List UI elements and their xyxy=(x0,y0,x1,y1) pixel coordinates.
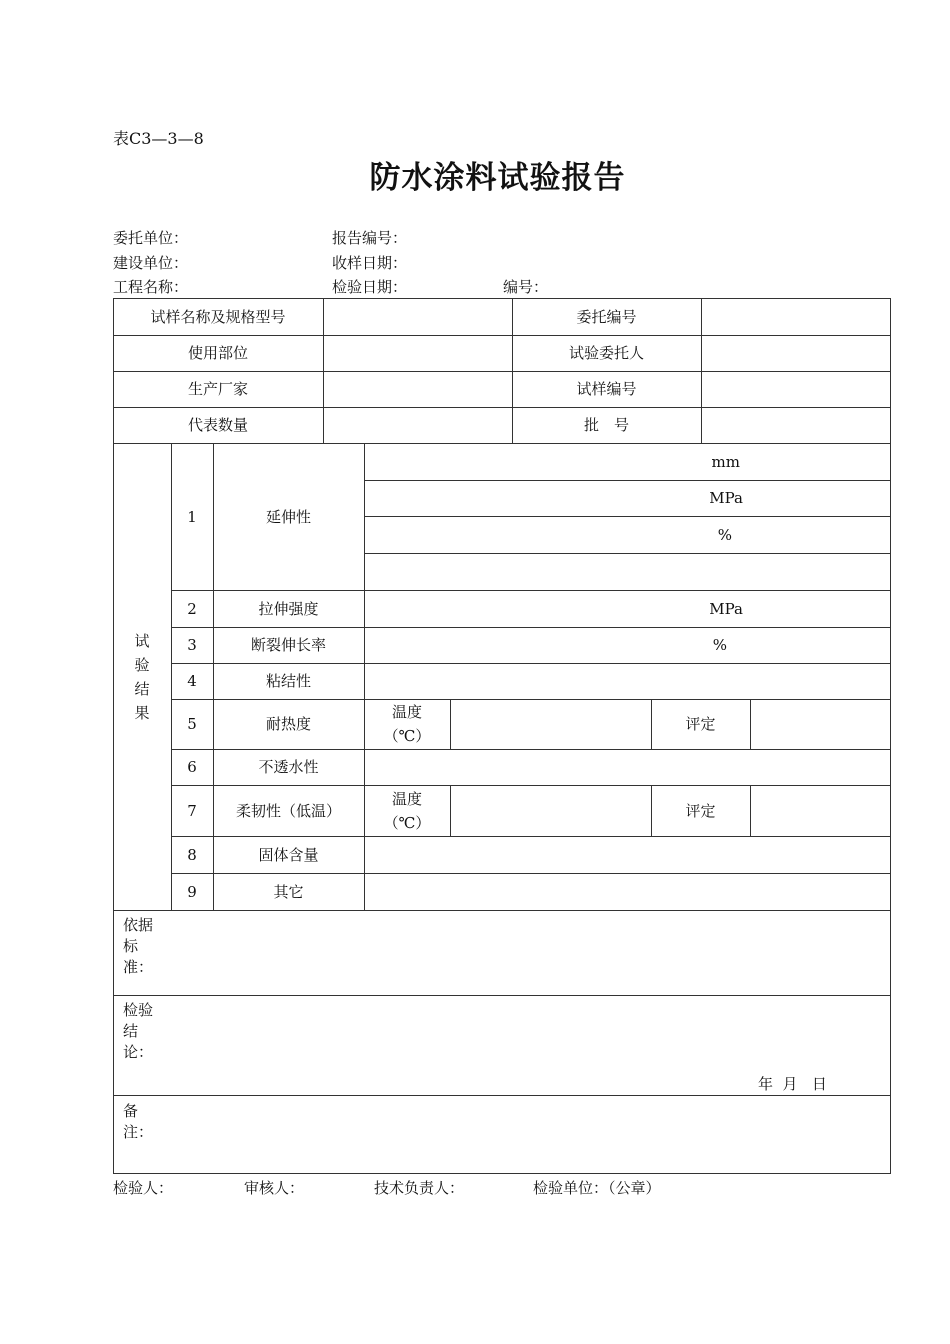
info-value-commission-no[interactable] xyxy=(701,298,890,335)
item-value-blank[interactable] xyxy=(364,553,890,590)
info-value-sample-name[interactable] xyxy=(323,298,512,335)
item-name-extensibility: 延伸性 xyxy=(265,507,311,526)
remarks-label: 备注： xyxy=(123,1102,154,1141)
inspection-date-label: 检验日期： xyxy=(332,278,408,296)
item-no: 5 xyxy=(187,715,197,733)
temperature-unit: （℃） xyxy=(383,813,431,832)
item-no: 3 xyxy=(187,636,197,654)
info-label-batch-no: 批 号 xyxy=(583,416,629,434)
conclusion-input[interactable] xyxy=(113,1020,890,1070)
info-value-sample-no[interactable] xyxy=(701,371,890,407)
item-unit-mm[interactable]: mm xyxy=(711,452,740,471)
temperature-label xyxy=(364,785,450,836)
flexibility-temperature-input[interactable] xyxy=(450,785,651,836)
results-label-char: 验 xyxy=(134,655,150,674)
client-unit-label: 委托单位： xyxy=(113,229,189,247)
info-label-usage-location: 使用部位 xyxy=(187,344,248,362)
item-value-other[interactable] xyxy=(364,873,890,910)
info-value-test-requester[interactable] xyxy=(701,335,890,371)
results-label-char: 试 xyxy=(134,631,150,650)
report-no-label: 报告编号： xyxy=(332,229,408,247)
item-no: 2 xyxy=(187,599,197,618)
item-value-solid-content[interactable] xyxy=(364,836,890,873)
technical-lead-label: 技术负责人： xyxy=(374,1179,465,1197)
temperature-label-text: 温度 xyxy=(391,703,422,721)
item-unit-percent[interactable]: % xyxy=(717,525,732,544)
conclusion-label: 检验结论： xyxy=(123,1001,154,1061)
construction-unit-label: 建设单位： xyxy=(113,254,189,272)
item-value-tensile-strength[interactable]: MPa xyxy=(709,599,743,618)
heat-resistance-temperature-input[interactable] xyxy=(450,699,651,749)
item-name-heat-resistance: 耐热度 xyxy=(265,715,311,733)
info-value-manufacturer[interactable] xyxy=(323,371,512,407)
item-name-solid-content: 固体含量 xyxy=(258,845,319,864)
temperature-label-text: 温度 xyxy=(391,789,422,808)
info-label-manufacturer: 生产厂家 xyxy=(187,380,248,398)
item-name-other: 其它 xyxy=(273,882,304,901)
reviewer-label: 审核人： xyxy=(244,1179,305,1197)
item-no: 6 xyxy=(187,758,197,776)
inspection-unit-label: 检验单位：（公章） xyxy=(533,1179,661,1197)
item-value-elongation-at-break[interactable]: % xyxy=(712,636,727,654)
standard-label: 依据标准： xyxy=(123,916,154,976)
item-no: 9 xyxy=(187,882,197,901)
results-label-char: 结 xyxy=(134,679,150,698)
item-value-impermeability[interactable] xyxy=(364,749,890,785)
heat-resistance-rating-input[interactable] xyxy=(750,699,890,749)
info-label-test-requester: 试验委托人 xyxy=(568,344,644,362)
info-label-quantity: 代表数量 xyxy=(187,416,248,434)
item-name-adhesion: 粘结性 xyxy=(265,672,311,690)
item-no: 1 xyxy=(187,507,197,526)
item-name-tensile-strength: 拉伸强度 xyxy=(258,599,319,618)
project-name-label: 工程名称： xyxy=(113,278,189,296)
table-code: 表C3—3—8 xyxy=(113,129,204,148)
inspector-label: 检验人： xyxy=(113,1179,174,1197)
item-no: 7 xyxy=(187,801,197,820)
results-section-label xyxy=(113,443,171,910)
info-value-quantity[interactable] xyxy=(323,407,512,443)
item-no: 4 xyxy=(187,672,197,690)
conclusion-date: 年 月 日 xyxy=(758,1075,827,1093)
sample-received-date-label: 收样日期： xyxy=(332,254,408,272)
item-unit-mpa[interactable]: MPa xyxy=(709,489,743,507)
item-value-adhesion[interactable] xyxy=(364,663,890,699)
temperature-label xyxy=(364,699,450,749)
item-name-elongation-at-break: 断裂伸长率 xyxy=(250,636,326,654)
rating-label: 评定 xyxy=(685,801,716,820)
standard-input[interactable] xyxy=(113,935,890,993)
info-label-commission-no: 委托编号 xyxy=(576,307,637,326)
info-label-sample-no: 试样编号 xyxy=(576,380,637,398)
item-no: 8 xyxy=(187,845,197,864)
temperature-unit: （℃） xyxy=(383,727,431,745)
serial-no-label: 编号： xyxy=(503,278,549,296)
flexibility-rating-input[interactable] xyxy=(750,785,890,836)
info-label-sample-name: 试样名称及规格型号 xyxy=(150,307,286,326)
page-title: 防水涂料试验报告 xyxy=(369,160,626,196)
rating-label: 评定 xyxy=(685,715,716,733)
item-name-low-temp-flexibility: 柔韧性（低温） xyxy=(235,801,341,820)
results-label-char: 果 xyxy=(134,703,150,722)
info-value-batch-no[interactable] xyxy=(701,407,890,443)
info-value-usage-location[interactable] xyxy=(323,335,512,371)
item-name-impermeability: 不透水性 xyxy=(258,758,319,776)
remarks-input[interactable] xyxy=(113,1121,890,1171)
